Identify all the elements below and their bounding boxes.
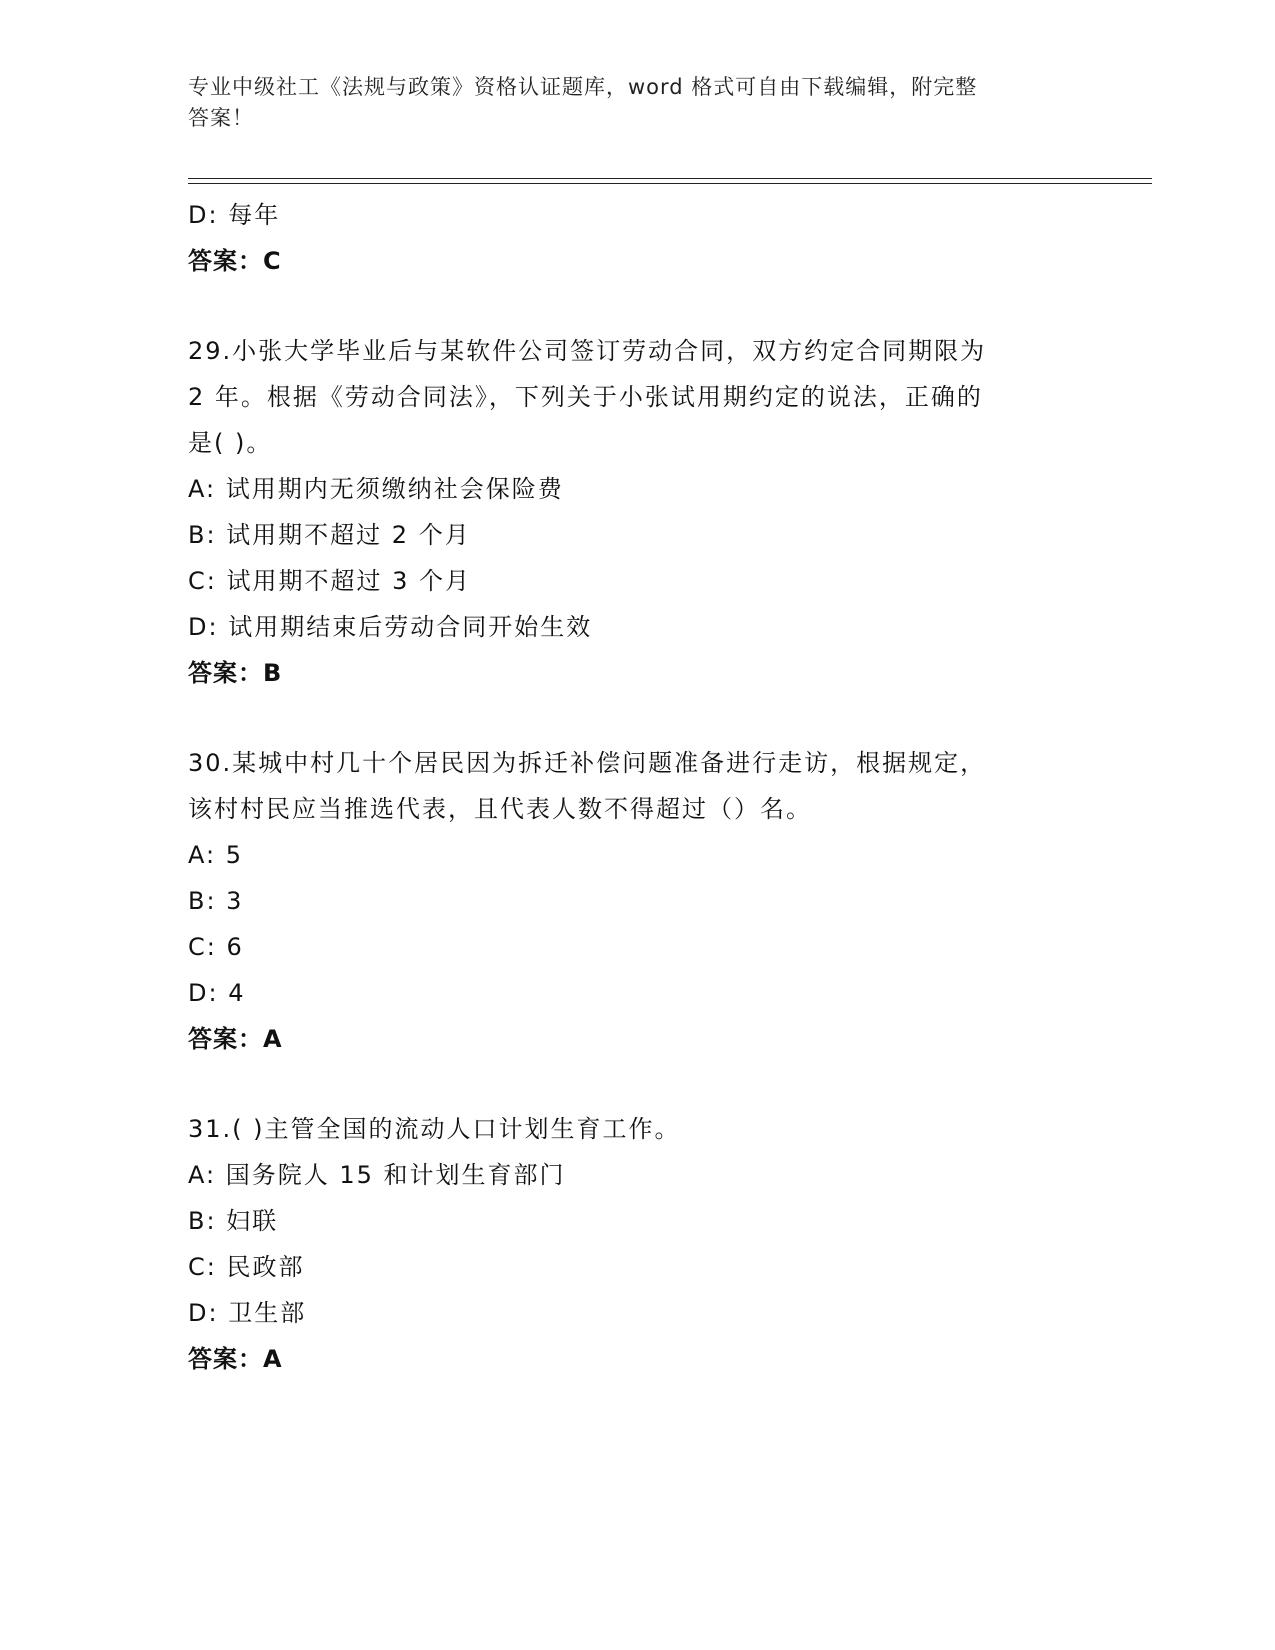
option-d: D: 试用期结束后劳动合同开始生效: [188, 613, 593, 641]
header-divider-top: [188, 178, 1152, 179]
option-d: D: 每年: [188, 201, 281, 229]
question-stem-line: 是( )。: [188, 429, 273, 457]
header-line-1: 专业中级社工《法规与政策》资格认证题库，word 格式可自由下载编辑，附完整: [188, 75, 978, 99]
previous-question-tail: [188, 192, 1088, 284]
question-stem-line: 31.( )主管全国的流动人口计划生育工作。: [188, 1115, 681, 1143]
document-header: [188, 72, 1078, 134]
answer-label: 答案：C: [188, 247, 282, 275]
header-divider-bottom: [188, 183, 1152, 184]
option-a: A: 国务院人 15 和计划生育部门: [188, 1161, 566, 1189]
question-29: [188, 328, 1088, 696]
question-stem-line: 2 年。根据《劳动合同法》，下列关于小张试用期约定的说法，正确的: [188, 383, 983, 411]
option-b: B: 试用期不超过 2 个月: [188, 521, 471, 549]
option-d: D: 卫生部: [188, 1299, 307, 1327]
answer-label: 答案：A: [188, 1025, 283, 1053]
question-31: [188, 1106, 1088, 1382]
question-30: [188, 740, 1088, 1062]
option-c: C: 试用期不超过 3 个月: [188, 567, 471, 595]
question-list: [188, 192, 1088, 1382]
option-c: C: 民政部: [188, 1253, 305, 1281]
option-c: C: 6: [188, 933, 244, 961]
option-b: B: 妇联: [188, 1207, 279, 1235]
answer-label: 答案：A: [188, 1345, 283, 1373]
question-stem-line: 该村村民应当推选代表，且代表人数不得超过（）名。: [188, 795, 812, 823]
option-a: A: 试用期内无须缴纳社会保险费: [188, 475, 564, 503]
question-stem-line: 29.小张大学毕业后与某软件公司签订劳动合同，双方约定合同期限为: [188, 337, 987, 365]
question-stem-line: 30.某城中村几十个居民因为拆迁补偿问题准备进行走访，根据规定，: [188, 749, 987, 777]
header-line-2: 答案！: [188, 106, 254, 130]
option-b: B: 3: [188, 887, 244, 915]
option-a: A: 5: [188, 841, 243, 869]
option-d: D: 4: [188, 979, 246, 1007]
answer-label: 答案：B: [188, 659, 283, 687]
